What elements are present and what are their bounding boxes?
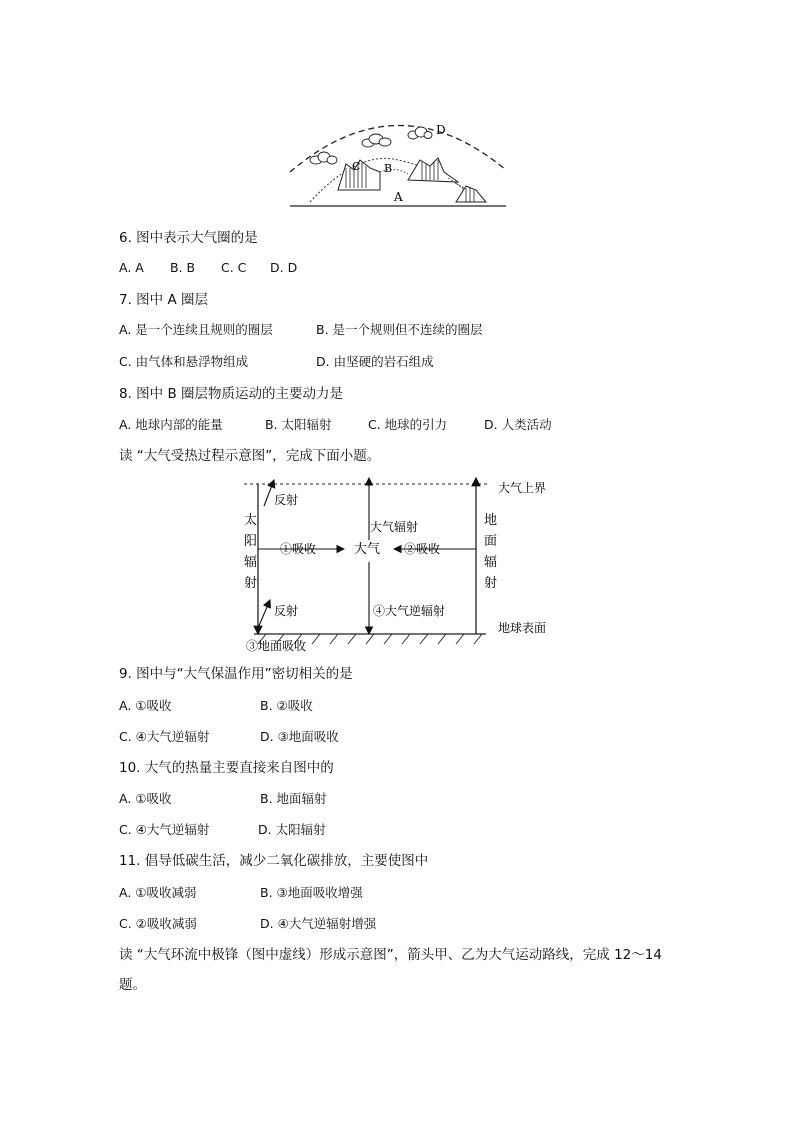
q8-option-d[interactable]: D. 人类活动 bbox=[484, 417, 552, 432]
ground-char-3: 辐 bbox=[484, 555, 498, 570]
q9-option-b[interactable]: B. ②吸收 bbox=[260, 698, 313, 713]
q7-option-a[interactable]: A. 是一个连续且规则的圈层 bbox=[119, 322, 273, 337]
atmosphere-arc bbox=[290, 125, 506, 172]
ground-char-4: 射 bbox=[484, 576, 498, 591]
ground-char-1: 地 bbox=[484, 513, 498, 528]
q8-option-a[interactable]: A. 地球内部的能量 bbox=[119, 417, 223, 432]
q9-option-c[interactable]: C. ④大气逆辐射 bbox=[119, 729, 210, 744]
q6-option-c[interactable]: C. C bbox=[221, 260, 247, 275]
far-right-mountain bbox=[456, 186, 486, 202]
question-11-stem: 11. 倡导低碳生活，减少二氧化碳排放，主要使图中 bbox=[119, 853, 429, 869]
question-7-stem: 7. 图中 A 圈层 bbox=[119, 292, 208, 308]
solar-char-1: 太 bbox=[244, 513, 258, 528]
q7-option-c[interactable]: C. 由气体和悬浮物组成 bbox=[119, 354, 249, 369]
reflect-bottom-label: 反射 bbox=[274, 604, 299, 618]
label-d: D bbox=[436, 123, 446, 137]
ground-char-2: 面 bbox=[484, 534, 498, 549]
q7-option-d[interactable]: D. 由坚硬的岩石组成 bbox=[316, 354, 434, 369]
q10-option-a[interactable]: A. ①吸收 bbox=[119, 791, 172, 806]
reading-intro-2-line-1: 读 “大气环流中极锋（图中虚线）形成示意图”，箭头甲、乙为大气运动路线，完成 12～14 bbox=[119, 947, 662, 963]
q11-option-b[interactable]: B. ③地面吸收增强 bbox=[260, 885, 363, 900]
absorb-1-label: ①吸收 bbox=[280, 542, 317, 556]
label-ground-surface: 地球表面 bbox=[498, 621, 547, 635]
label-a: A bbox=[394, 190, 403, 204]
absorb-2-label: ②吸收 bbox=[404, 542, 441, 556]
earth-spheres-figure bbox=[288, 110, 510, 210]
reflection-bottom-arrow bbox=[258, 600, 270, 628]
label-c: C bbox=[352, 160, 361, 173]
solar-char-4: 射 bbox=[244, 576, 258, 591]
q9-option-a[interactable]: A. ①吸收 bbox=[119, 698, 172, 713]
reading-intro-1: 读 “大气受热过程示意图”，完成下面小题。 bbox=[119, 448, 381, 464]
label-top-boundary: 大气上界 bbox=[498, 481, 547, 495]
question-9-stem: 9. 图中与“大气保温作用”密切相关的是 bbox=[119, 666, 353, 682]
atm-radiation-label: 大气辐射 bbox=[370, 520, 419, 534]
label-b: B bbox=[384, 162, 393, 175]
q11-option-a[interactable]: A. ①吸收减弱 bbox=[119, 885, 197, 900]
atmosphere-label: 大气 bbox=[354, 542, 381, 557]
q7-option-b[interactable]: B. 是一个规则但不连续的圈层 bbox=[316, 322, 483, 337]
q6-option-d[interactable]: D. D bbox=[270, 260, 298, 275]
q11-option-d[interactable]: D. ④大气逆辐射增强 bbox=[260, 916, 377, 931]
solar-char-3: 辐 bbox=[244, 555, 258, 570]
question-6-stem: 6. 图中表示大气圈的是 bbox=[119, 230, 258, 246]
q11-option-c[interactable]: C. ②吸收减弱 bbox=[119, 916, 197, 931]
reading-intro-2-line-2: 题。 bbox=[119, 977, 146, 993]
q6-option-a[interactable]: A. A bbox=[119, 260, 144, 275]
cloud-icon bbox=[362, 134, 391, 147]
counter-radiation-label: ④大气逆辐射 bbox=[373, 604, 446, 618]
right-mountain bbox=[408, 158, 458, 182]
q9-option-d[interactable]: D. ③地面吸收 bbox=[260, 729, 339, 744]
q10-option-b[interactable]: B. 地面辐射 bbox=[260, 791, 327, 806]
question-10-stem: 10. 大气的热量主要直接来自图中的 bbox=[119, 760, 334, 776]
reflect-top-label: 反射 bbox=[274, 493, 299, 507]
q10-option-c[interactable]: C. ④大气逆辐射 bbox=[119, 822, 210, 837]
ground-absorb-label: ③地面吸收 bbox=[246, 639, 307, 653]
q8-option-b[interactable]: B. 太阳辐射 bbox=[265, 417, 332, 432]
solar-char-2: 阳 bbox=[244, 534, 258, 549]
q8-option-c[interactable]: C. 地球的引力 bbox=[368, 417, 448, 432]
atmosphere-heating-figure bbox=[236, 472, 556, 654]
question-8-stem: 8. 图中 B 圈层物质运动的主要动力是 bbox=[119, 386, 344, 402]
q10-option-d[interactable]: D. 太阳辐射 bbox=[258, 822, 326, 837]
q6-option-b[interactable]: B. B bbox=[170, 260, 196, 275]
